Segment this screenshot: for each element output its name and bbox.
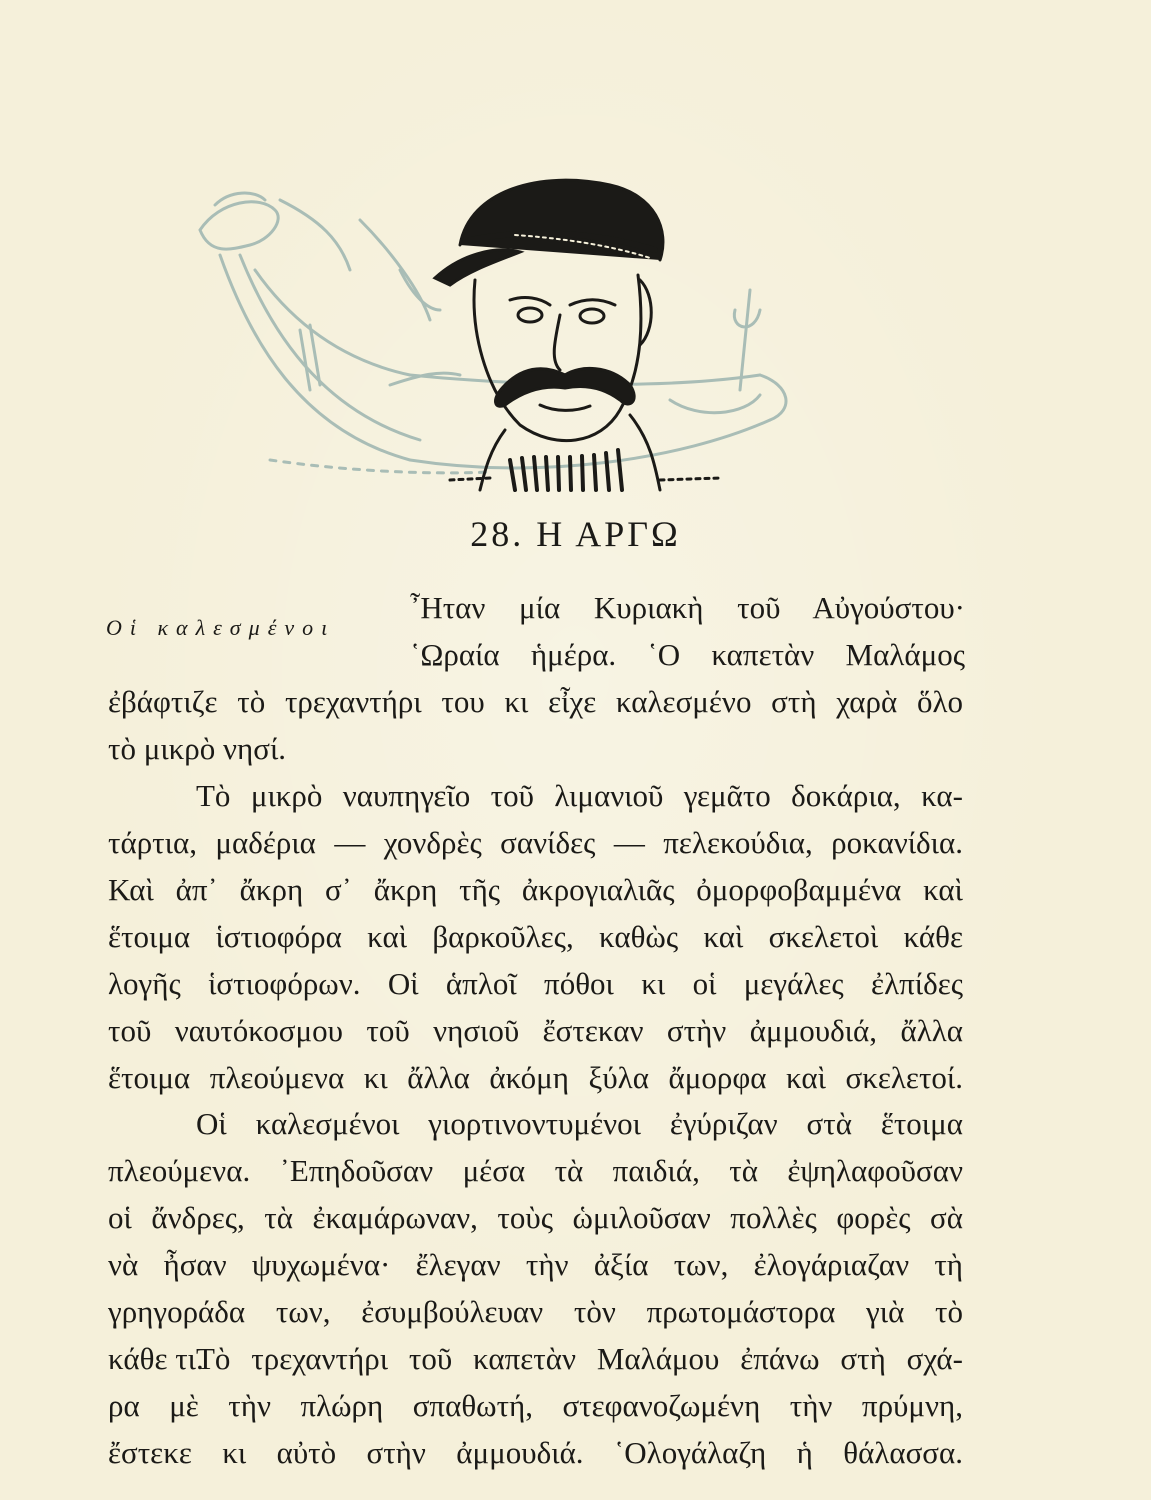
text-line: οἱ ἄνδρες, τὰ ἐκαμάρωναν, τοὺς ὡμιλοῦσαν πολλὲς φορὲς σὰ [108, 1200, 963, 1235]
paragraph-1-opening [410, 584, 965, 678]
text-line: τοῦ ναυτόκοσμου τοῦ νησιοῦ ἔστεκαν στὴν ἀμμουδιά, ἄλλα [108, 1013, 963, 1048]
paragraph-1-continued [108, 678, 963, 772]
text-line: Οἱ καλεσμένοι γιορτινοντυμένοι ἐγύριζαν στὰ ἕτοιμα [196, 1106, 963, 1141]
text-line: νὰ ἦσαν ψυχωμένα· ἔλεγαν τὴν ἀξία των, ἐλογάριαζαν τὴ [108, 1247, 963, 1282]
text-line: Καὶ ἀπ᾿ ἄκρη σ᾿ ἄκρη τῆς ἀκρογιαλιᾶς ὀμορφοβαμμένα καὶ [108, 872, 963, 907]
text-line: γρηγοράδα των, ἐσυμβούλευαν τὸν πρωτομάστορα γιὰ τὸ [108, 1294, 963, 1329]
paragraph-2 [108, 772, 963, 1101]
text-line: Τὸ μικρὸ ναυπηγεῖο τοῦ λιμανιοῦ γεμᾶτο δοκάρια, κα- [196, 778, 963, 813]
text-line: τάρτια, μαδέρια — χονδρὲς σανίδες — πελεκούδια, ροκανίδια. [108, 825, 963, 860]
text-line: κάθε τι. [108, 1341, 204, 1376]
text-line: πλεούμενα. ᾿Επηδοῦσαν μέσα τὰ παιδιά, τὰ ἐψηλαφοῦσαν [108, 1153, 963, 1188]
text-line: λογῆς ἱστιοφόρων. Οἱ ἁπλοῖ πόθοι κι οἱ μεγάλες ἐλπίδες [108, 966, 963, 1001]
captain-portrait [435, 180, 720, 490]
text-line: ῾Ωραία ἡμέρα. ῾Ο καπετὰν Μαλάμος [410, 637, 965, 672]
margin-note: Οἱ καλεσμένοι [106, 615, 336, 640]
text-line: ῏Ηταν μία Κυριακὴ τοῦ Αὐγούστου· [410, 590, 965, 625]
text-line: ἕτοιμα ἱστιοφόρα καὶ βαρκοῦλες, καθὼς καὶ σκελετοὶ κάθε [108, 919, 963, 954]
paragraph-4 [108, 1335, 963, 1476]
text-line: Τὸ τρεχαντήρι τοῦ καπετὰν Μαλάμου ἐπάνω στὴ σχά- [196, 1341, 963, 1376]
text-line: ἐβάφτιζε τὸ τρεχαντήρι του κι εἶχε καλεσμένο στὴ χαρὰ ὅλο [108, 684, 963, 719]
text-line: τὸ μικρὸ νησί. [108, 731, 287, 766]
chapter-title: 28. Η ΑΡΓΩ [470, 514, 681, 554]
text-line: ρα μὲ τὴν πλώρη σπαθωτή, στεφανοζωμένη τὴν πρύμνη, [108, 1388, 963, 1423]
text-line: ἔστεκε κι αὐτὸ στὴν ἀμμουδιά. ῾Ολογάλαζη ἡ θάλασσα. [108, 1435, 963, 1470]
header-illustration [160, 160, 820, 500]
text-line: ἕτοιμα πλεούμενα κι ἄλλα ἀκόμη ξύλα ἄμορφα καὶ σκελετοί. [108, 1060, 963, 1095]
